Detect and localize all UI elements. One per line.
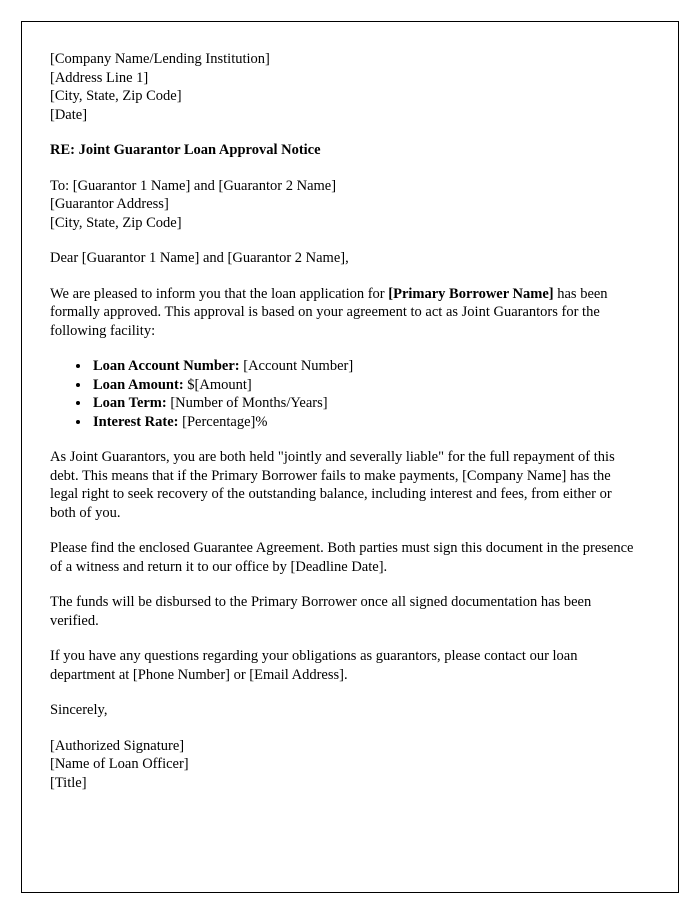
guarantee-agreement-paragraph: Please find the enclosed Guarantee Agreement. Both parties must sign this document in the presence of a witness and return it to our office by [Deadline Date]. [50,540,634,575]
primary-borrower-name: [Primary Borrower Name] [388,285,554,302]
interest-rate-label: Interest Rate: [93,413,179,430]
intro-text-before: We are pleased to inform you that the loan application for [50,285,389,302]
signature-block [50,737,640,793]
loan-amount-label: Loan Amount: [93,376,184,393]
recipient-city-state-zip: [City, State, Zip Code] [50,214,182,231]
liability-paragraph: As Joint Guarantors, you are both held "jointly and severally liable" for the full repayment of this debt. This means that if the Primary Borrower fails to make payments, [Company Name] has the legal right to seek recovery of the outstanding balance, including interest and fees, from either or both of you. [50,449,615,521]
loan-account-number-item [91,357,640,376]
interest-rate-value: [Percentage]% [178,413,268,430]
loan-amount-item [91,376,640,395]
loan-account-number-value: [Account Number] [239,358,354,374]
disbursement-paragraph: The funds will be disbursed to the Primary Borrower once all signed documentation has been verified. [50,594,592,629]
loan-term-item [91,394,640,413]
salutation: Dear [Guarantor 1 Name] and [Guarantor 2 Name], [50,250,349,266]
contact-paragraph: If you have any questions regarding your obligations as guarantors, please contact our loan department at [Phone Number] or [Email Address]. [50,648,578,683]
intro-text-after: has been formally approved. This approval is based on your agreement to act as Joint Guarantors for the following facility: [50,285,608,339]
address-line: [Address Line 1] [50,69,149,86]
company-name-line: [Company Name/Lending Institution] [50,51,270,67]
loan-details-list [50,357,640,431]
loan-term-value: [Number of Months/Years] [166,395,328,411]
loan-account-number-label: Loan Account Number: [93,358,240,374]
letter-document [21,21,679,893]
title-line: [Title] [50,774,87,791]
loan-amount-value: $[Amount] [183,376,252,393]
authorized-signature-line: [Authorized Signature] [50,737,185,754]
closing-line: Sincerely, [50,702,108,718]
loan-term-label: Loan Term: [93,395,167,411]
loan-officer-name-line: [Name of Loan Officer] [50,756,189,772]
sender-city-state-zip: [City, State, Zip Code] [50,88,182,104]
recipient-block [50,177,640,233]
recipient-address-line: [Guarantor Address] [50,196,169,212]
subject-line: RE: Joint Guarantor Loan Approval Notice [50,142,321,158]
interest-rate-item [91,413,640,432]
date-line: [Date] [50,106,88,123]
sender-block [50,50,640,124]
intro-paragraph [50,285,640,341]
recipient-names-line: To: [Guarantor 1 Name] and [Guarantor 2 Name] [50,177,337,194]
